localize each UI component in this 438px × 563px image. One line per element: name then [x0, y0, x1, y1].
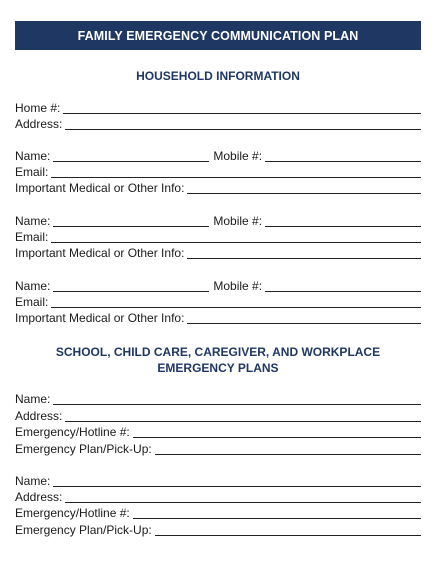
member-medical-label: Important Medical or Other Info:: [15, 181, 185, 195]
plan-name-row: [15, 472, 421, 488]
home-phone-row: [15, 99, 421, 115]
plan-name-label: Name:: [15, 474, 51, 488]
plan-name-field[interactable]: [53, 475, 421, 487]
plan-pickup-field[interactable]: [155, 443, 421, 455]
plan-address-field[interactable]: [65, 410, 421, 422]
member-name-field[interactable]: [53, 280, 209, 292]
plans-heading-line2: EMERGENCY PLANS: [157, 361, 279, 375]
plan-pickup-label: Emergency Plan/Pick-Up:: [15, 442, 152, 456]
plan-hotline-label: Emergency/Hotline #:: [15, 506, 130, 520]
member-name-label: Name:: [15, 214, 51, 228]
plan-address-row: [15, 407, 421, 423]
plan-name-label: Name:: [15, 392, 51, 406]
member-email-row: [15, 228, 421, 244]
plan-address-label: Address:: [15, 409, 63, 423]
member-name-row: [15, 212, 421, 228]
member-name-row: [15, 277, 421, 293]
address-field[interactable]: [65, 118, 421, 130]
plan-name-row: [15, 390, 421, 406]
member-mobile-field[interactable]: [265, 280, 421, 292]
member-name-field[interactable]: [53, 215, 209, 227]
member-name-field[interactable]: [53, 150, 209, 162]
member-email-row: [15, 293, 421, 309]
home-phone-field[interactable]: [63, 102, 421, 114]
plan-pickup-label: Emergency Plan/Pick-Up:: [15, 523, 152, 537]
member-mobile-field[interactable]: [265, 215, 421, 227]
member-name-label: Name:: [15, 149, 51, 163]
member-name-label: Name:: [15, 279, 51, 293]
plan-address-label: Address:: [15, 490, 63, 504]
member-email-label: Email:: [15, 295, 49, 309]
home-phone-label: Home #:: [15, 101, 61, 115]
plan-pickup-field[interactable]: [155, 524, 421, 536]
plan-pickup-row: [15, 440, 421, 456]
member-email-field[interactable]: [51, 296, 421, 308]
member-medical-row: [15, 309, 421, 325]
plans-heading-line1: SCHOOL, CHILD CARE, CAREGIVER, AND WORKPLACE: [55, 345, 381, 359]
plan-address-field[interactable]: [65, 491, 421, 503]
member-email-label: Email:: [15, 230, 49, 244]
page-title: FAMILY EMERGENCY COMMUNICATION PLAN: [15, 21, 421, 50]
member-mobile-label: Mobile #:: [213, 149, 263, 163]
member-mobile-label: Mobile #:: [213, 214, 263, 228]
member-medical-label: Important Medical or Other Info:: [15, 246, 185, 260]
member-email-field[interactable]: [51, 231, 421, 243]
plan-address-row: [15, 488, 421, 504]
member-name-row: [15, 147, 421, 163]
plan-hotline-row: [15, 504, 421, 520]
member-medical-label: Important Medical or Other Info:: [15, 311, 185, 325]
member-medical-row: [15, 244, 421, 260]
member-email-row: [15, 163, 421, 179]
member-medical-field[interactable]: [187, 247, 421, 259]
member-medical-row: [15, 179, 421, 195]
address-label: Address:: [15, 117, 63, 131]
address-row: [15, 115, 421, 131]
plan-hotline-field[interactable]: [133, 507, 421, 519]
member-mobile-field[interactable]: [265, 150, 421, 162]
member-mobile-label: Mobile #:: [213, 279, 263, 293]
member-email-field[interactable]: [51, 166, 421, 178]
plan-hotline-label: Emergency/Hotline #:: [15, 425, 130, 439]
member-medical-field[interactable]: [187, 182, 421, 194]
member-medical-field[interactable]: [187, 312, 421, 324]
plan-pickup-row: [15, 521, 421, 537]
plan-name-field[interactable]: [53, 393, 421, 405]
plan-hotline-row: [15, 423, 421, 439]
plan-hotline-field[interactable]: [133, 426, 421, 438]
household-heading: HOUSEHOLD INFORMATION: [136, 69, 300, 83]
member-email-label: Email:: [15, 165, 49, 179]
